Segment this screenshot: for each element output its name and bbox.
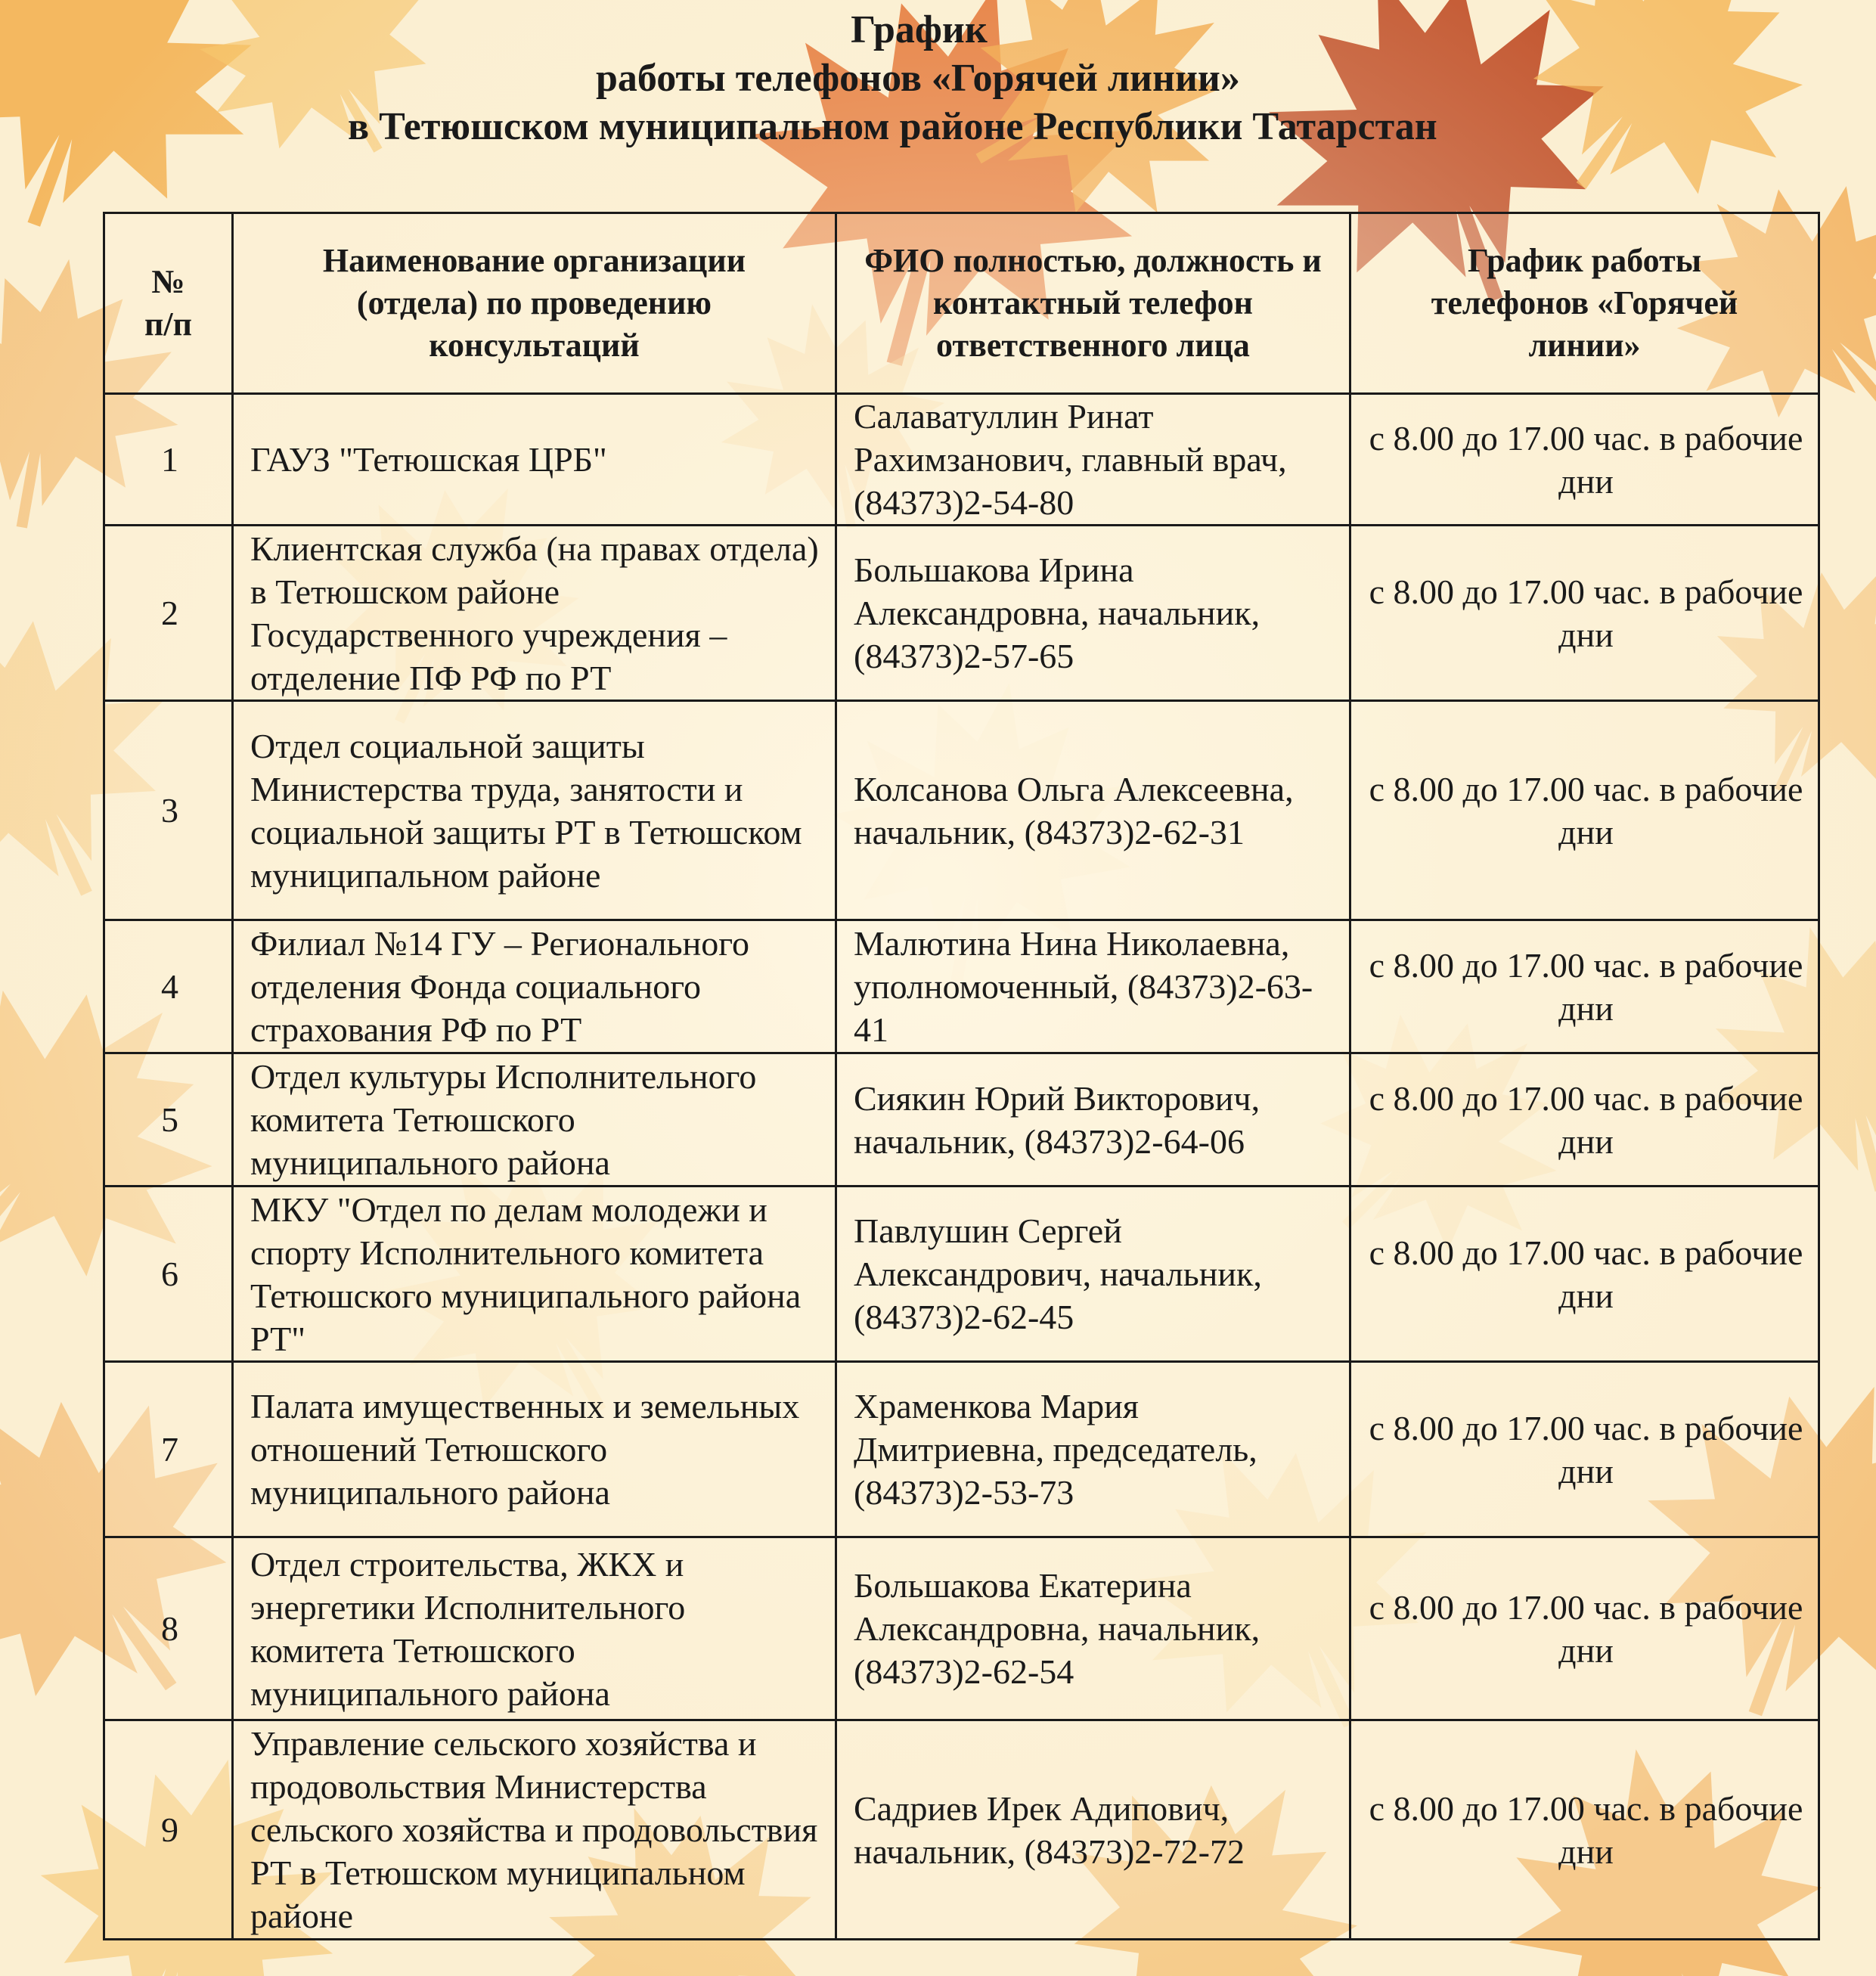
row-schedule: с 8.00 до 17.00 час. в рабочие дни [1350, 1053, 1819, 1187]
row-organization: Палата имущественных и земельных отношений Тетюшского муниципального района [233, 1362, 836, 1537]
row-number: 7 [104, 1362, 233, 1537]
table-row [104, 526, 1819, 701]
row-organization: Клиентская служба (на правах отдела) в Тетюшском районе Государственного учреждения – отделение ПФ РФ по РТ [233, 526, 836, 701]
row-number: 4 [104, 920, 233, 1053]
hotline-schedule-table [103, 212, 1820, 1940]
row-number: 3 [104, 701, 233, 920]
row-contact-person: Малютина Нина Николаевна, уполномоченный, (84373)2-63-41 [836, 920, 1350, 1053]
row-schedule: с 8.00 до 17.00 час. в рабочие дни [1350, 1187, 1819, 1362]
row-contact-person: Большакова Ирина Александровна, начальник, (84373)2-57-65 [836, 526, 1350, 701]
table-row [104, 920, 1819, 1053]
table-row [104, 1187, 1819, 1362]
page-title [0, 6, 1876, 151]
row-schedule: с 8.00 до 17.00 час. в рабочие дни [1350, 526, 1819, 701]
row-number: 8 [104, 1537, 233, 1720]
row-contact-person: Салаватуллин Ринат Рахимзанович, главный врач, (84373)2-54-80 [836, 394, 1350, 526]
row-number: 6 [104, 1187, 233, 1362]
header-organization: Наименование организации (отдела) по проведению консультаций [233, 213, 836, 394]
row-number: 5 [104, 1053, 233, 1187]
row-schedule: с 8.00 до 17.00 час. в рабочие дни [1350, 920, 1819, 1053]
row-schedule: с 8.00 до 17.00 час. в рабочие дни [1350, 1720, 1819, 1940]
table-row [104, 1537, 1819, 1720]
row-contact-person: Колсанова Ольга Алексеевна, начальник, (84373)2-62-31 [836, 701, 1350, 920]
table-row [104, 1053, 1819, 1187]
row-organization: Филиал №14 ГУ – Регионального отделения Фонда социального страхования РФ по РТ [233, 920, 836, 1053]
row-contact-person: Храменкова Мария Дмитриевна, председатель, (84373)2-53-73 [836, 1362, 1350, 1537]
row-organization: Отдел культуры Исполнительного комитета Тетюшского муниципального района [233, 1053, 836, 1187]
row-organization: Отдел социальной защиты Министерства труда, занятости и социальной защиты РТ в Тетюшском муниципальном районе [233, 701, 836, 920]
row-organization: ГАУЗ "Тетюшская ЦРБ" [233, 394, 836, 526]
row-schedule: с 8.00 до 17.00 час. в рабочие дни [1350, 701, 1819, 920]
row-schedule: с 8.00 до 17.00 час. в рабочие дни [1350, 1362, 1819, 1537]
title-line-2: работы телефонов «Горячей линии» [596, 57, 1240, 100]
row-contact-person: Сиякин Юрий Викторович, начальник, (84373)2-64-06 [836, 1053, 1350, 1187]
row-organization: Управление сельского хозяйства и продовольствия Министерства сельского хозяйства и продовольствия РТ в Тетюшском муниципальном районе [233, 1720, 836, 1940]
table-row [104, 1720, 1819, 1940]
title-line-1: График [851, 8, 988, 51]
row-number: 9 [104, 1720, 233, 1940]
row-contact-person: Садриев Ирек Адипович, начальник, (84373)2-72-72 [836, 1720, 1350, 1940]
row-number: 2 [104, 526, 233, 701]
table-header-row [104, 213, 1819, 394]
row-organization: МКУ "Отдел по делам молодежи и спорту Исполнительного комитета Тетюшского муниципального района РТ" [233, 1187, 836, 1362]
header-contact-person: ФИО полностью, должность и контактный телефон ответственного лица [836, 213, 1350, 394]
table-row [104, 1362, 1819, 1537]
row-number: 1 [104, 394, 233, 526]
row-schedule: с 8.00 до 17.00 час. в рабочие дни [1350, 394, 1819, 526]
table-row [104, 701, 1819, 920]
row-organization: Отдел строительства, ЖКХ и энергетики Исполнительного комитета Тетюшского муниципального района [233, 1537, 836, 1720]
row-contact-person: Павлушин Сергей Александрович, начальник, (84373)2-62-45 [836, 1187, 1350, 1362]
row-schedule: с 8.00 до 17.00 час. в рабочие дни [1350, 1537, 1819, 1720]
header-number: № п/п [104, 213, 233, 394]
table-row [104, 394, 1819, 526]
header-schedule: График работы телефонов «Горячей линии» [1350, 213, 1819, 394]
title-line-3: в Тетюшском муниципальном районе Республики Татарстан [348, 105, 1437, 148]
row-contact-person: Большакова Екатерина Александровна, начальник, (84373)2-62-54 [836, 1537, 1350, 1720]
